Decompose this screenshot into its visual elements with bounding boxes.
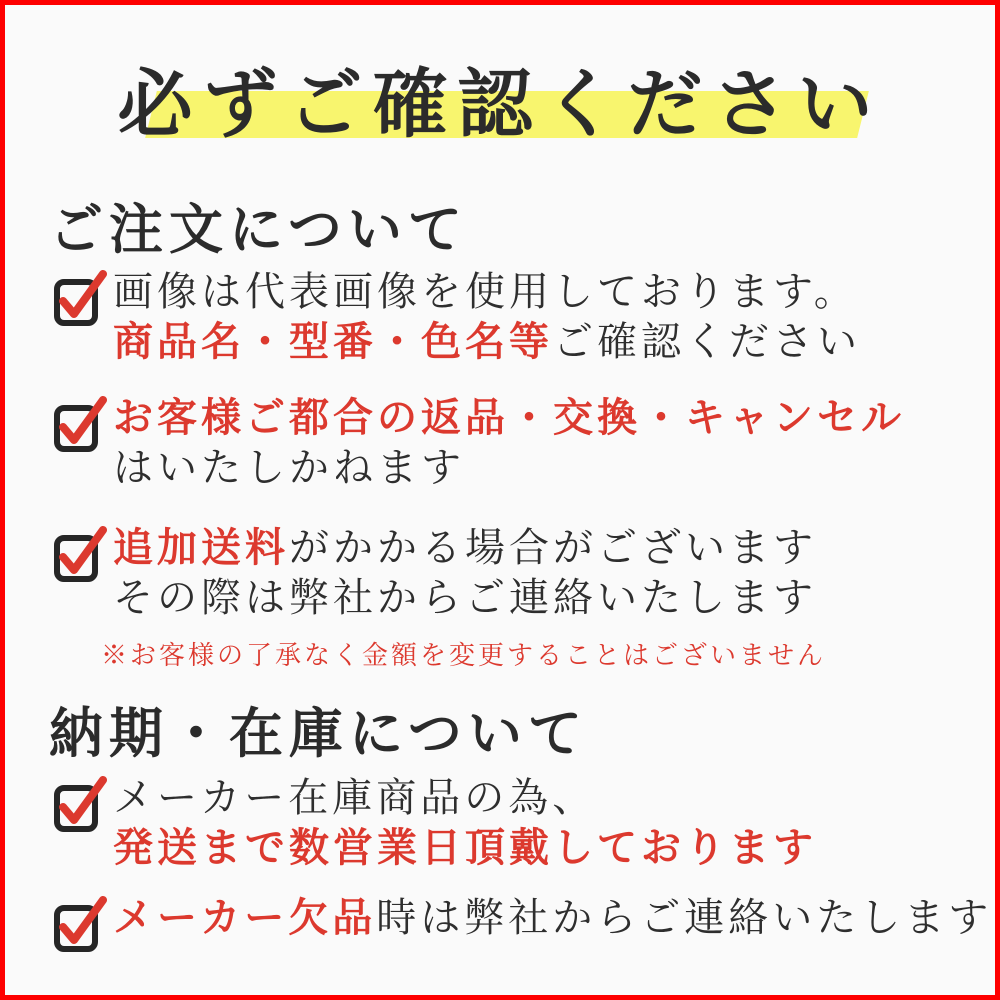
checked-checkbox-icon — [53, 523, 107, 583]
checked-checkbox-icon — [53, 773, 107, 833]
page-title: 必ずご確認ください — [117, 64, 883, 147]
text-segment: その際は弊社からご連絡いたします — [113, 575, 817, 620]
list-item — [53, 267, 861, 367]
item-text-line — [113, 393, 905, 443]
item-text — [101, 523, 827, 672]
list-item — [53, 893, 992, 953]
text-segment-red: 発送まで数営業日頂戴しております — [113, 825, 817, 870]
text-segment: がかかる場合がございます — [289, 525, 817, 570]
item-text — [113, 773, 817, 873]
item-text-line — [113, 443, 905, 493]
text-segment-red: 商品名・型番・色名等 — [113, 319, 553, 364]
list-item — [53, 773, 817, 873]
item-text-line — [113, 823, 817, 873]
text-segment-red: お客様ご都合の返品・交換・キャンセル — [113, 395, 905, 440]
item-text-line — [113, 573, 826, 623]
text-segment: ご確認ください — [553, 319, 861, 364]
item-text — [113, 893, 992, 943]
item-text-line — [113, 267, 861, 317]
text-segment-red: 追加送料 — [113, 525, 289, 570]
text-segment: 画像は代表画像を使用しております。 — [113, 269, 858, 314]
item-text — [113, 393, 905, 493]
list-item — [53, 523, 826, 672]
note-text: ※お客様の了承なく金額を変更することはございません — [101, 641, 827, 670]
item-text-line — [113, 317, 861, 367]
section-heading-stock: 納期・在庫について — [49, 704, 588, 764]
text-segment: メーカー在庫商品の為、 — [113, 775, 597, 820]
text-segment: はいたしかねます — [113, 445, 465, 490]
checked-checkbox-icon — [53, 267, 107, 327]
checked-checkbox-icon — [53, 893, 107, 953]
text-segment-red: メーカー欠品 — [113, 895, 377, 940]
item-text — [113, 267, 861, 367]
section-heading-order: ご注文について — [49, 200, 468, 260]
item-text-line — [113, 523, 826, 573]
text-segment: 時は弊社からご連絡いたします — [376, 895, 993, 940]
item-text-line — [113, 773, 817, 823]
list-item — [53, 393, 905, 493]
item-text-line — [113, 893, 992, 943]
checked-checkbox-icon — [53, 393, 107, 453]
